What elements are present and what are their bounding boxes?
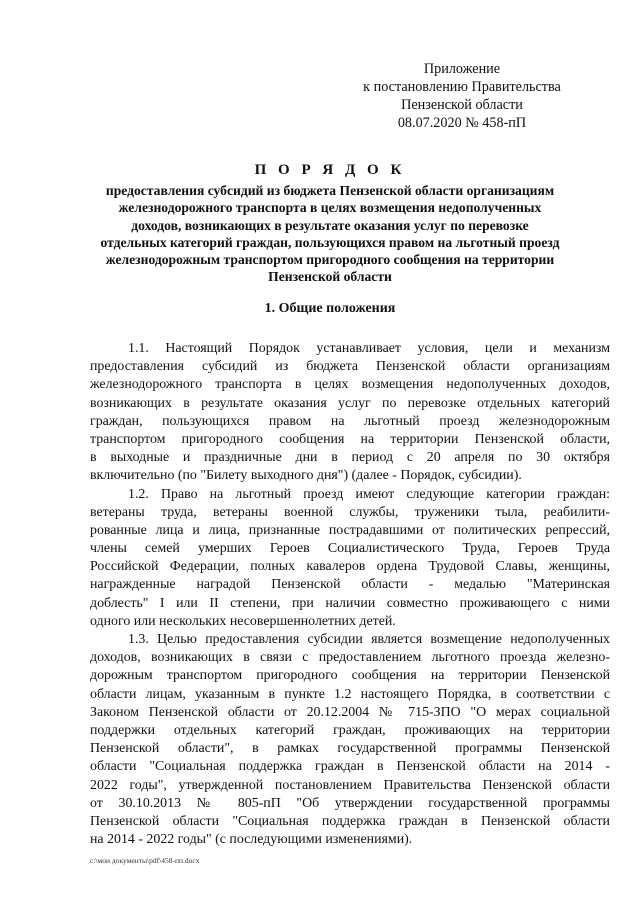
appendix-label: Приложение (423, 61, 501, 77)
paragraph-line: рованные лица и лица, признанные пострадавшими от политических репрессий, (90, 522, 610, 538)
subtitle-line: доходов, возникающих в результате оказания услуг по перевозке (131, 217, 529, 233)
paragraph-line: железнодорожного транспорта в целях возмещения недополученных доходов, (90, 377, 610, 393)
subtitle-line: железнодорожным транспортом пригородного сообщения на территории (105, 252, 555, 268)
appendix-resolution: к постановлению Правительства (363, 79, 561, 95)
subtitle-line: железнодорожного транспорта в целях возмещения недополученных (118, 200, 542, 216)
paragraph-line: возникающих в результате оказания услуг по перевозке отдельных категорий (90, 395, 610, 411)
paragraph-line: дорожным транспортом пригородного сообщения на территории Пензенской (90, 668, 610, 684)
paragraph-line: включительно (по "Билету выходного дня") (далее - Порядок, субсидии). (90, 468, 522, 484)
paragraph-line: Российской Федерации, полных кавалеров ордена Трудовой Славы, женщины, (90, 559, 610, 575)
appendix-date-number: 08.07.2020 № 458-пП (397, 115, 527, 131)
paragraph-1-1 (90, 340, 610, 486)
paragraph-line: 1.2. Право на льготный проезд имеют следующие категории граждан: (128, 486, 610, 502)
document-title: П О Р Я Д О К (254, 162, 406, 178)
paragraph-line: 2022 годы", утвержденной постановлением Правительства Пензенской области (90, 777, 610, 793)
paragraph-1-3 (90, 631, 610, 849)
paragraph-line: члены семей умерших Героев Социалистического Труда, Героев Труда (90, 541, 610, 557)
paragraph-line: 1.1. Настоящий Порядок устанавливает условия, цели и механизм (128, 341, 610, 356)
document-body (90, 340, 610, 849)
paragraph-line: граждан, пользующихся правом на льготный проезд железнодорожным (90, 413, 610, 429)
file-path-footer: c:\мои документы\pdf\458-пп.docx (90, 856, 200, 865)
subtitle-line: Пензенской области (268, 269, 392, 285)
paragraph-line: доблесть" I или II степени, при наличии совместно проживающего с ними (90, 595, 610, 611)
subtitle-line: предоставления субсидий из бюджета Пензенской области организациям (105, 183, 555, 198)
paragraph-line: от 30.10.2013 № 805-пП "Об утверждении государственной программы (90, 795, 610, 811)
paragraph-line: Пензенской области "Социальная поддержка граждан в Пензенской области (90, 813, 610, 829)
paragraph-line: 1.3. Целью предоставления субсидии является возмещение недополученных (128, 632, 610, 647)
paragraph-line: в выходные и праздничные дни в период с 20 апреля по 30 октября (90, 450, 610, 466)
document-subtitle (80, 182, 580, 286)
paragraph-line: Пензенской области", в рамках государственной программы Пензенской (90, 741, 610, 757)
paragraph-line: области лицам, указанным в пункте 1.2 настоящего Порядка, в соответствии с (90, 686, 610, 702)
paragraph-line: транспортом пригородного сообщения на территории Пензенской области, (90, 431, 610, 447)
paragraph-line: Законом Пензенской области от 20.12.2004 № 715-ЗПО "О мерах социальной (90, 704, 610, 720)
paragraph-line: ветераны труда, ветераны военной службы, труженики тыла, реабилити- (90, 504, 610, 520)
appendix-block (352, 60, 572, 132)
paragraph-line: награжденные наградой Пензенской области - медалью "Материнская (90, 577, 610, 593)
paragraph-1-2 (90, 486, 610, 632)
subtitle-line: отдельных категорий граждан, пользующихся правом на льготный проезд (100, 234, 560, 250)
paragraph-line: области "Социальная поддержка граждан в Пензенской области на 2014 - (90, 759, 610, 775)
paragraph-line: предоставления субсидий из бюджета Пензенской области организациям (90, 359, 610, 375)
section-title: 1. Общие положения (264, 301, 396, 316)
appendix-region: Пензенской области (401, 97, 523, 113)
paragraph-line: на 2014 - 2022 годы" (с последующими изменениями). (90, 832, 413, 848)
paragraph-line: доходов, возникающих в связи с предоставлением льготного проезда железно- (90, 650, 610, 666)
paragraph-line: поддержки отдельных категорий граждан, проживающих на территории (90, 722, 610, 738)
document-heading (80, 160, 580, 286)
paragraph-line: одного или нескольких несовершеннолетних детей. (90, 613, 396, 629)
